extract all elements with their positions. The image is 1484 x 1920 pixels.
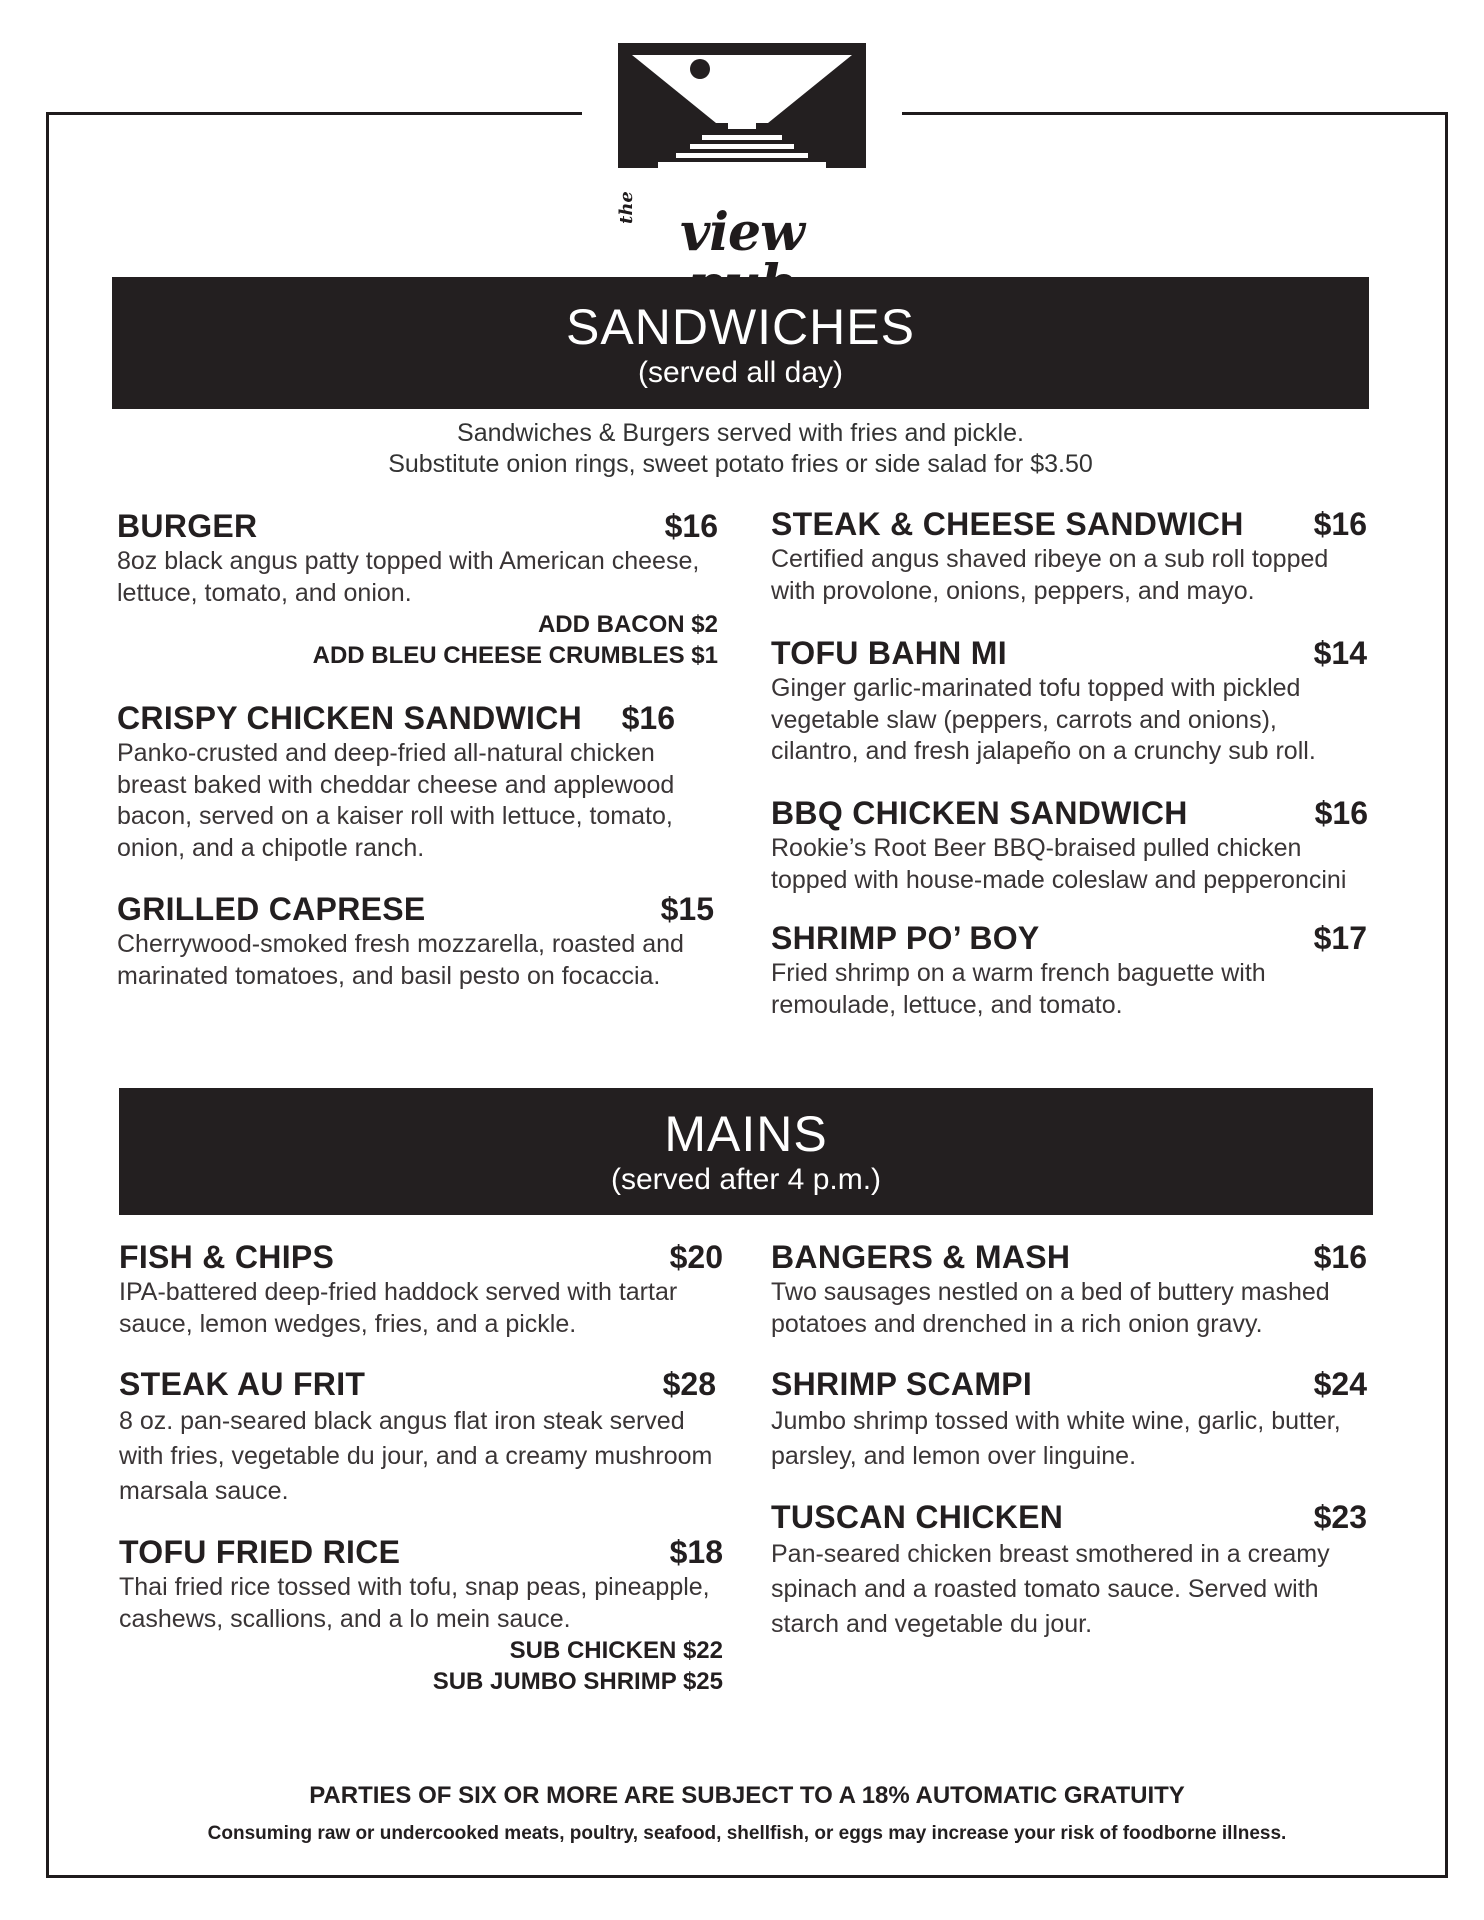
- section-title: SANDWICHES: [566, 299, 915, 355]
- item-price: $16: [1313, 1239, 1367, 1275]
- section-subtitle: (served after 4 p.m.): [610, 1163, 882, 1196]
- item-description: Fried shrimp on a warm french baguette with remoulade, lettuce, and tomato.: [771, 959, 1266, 1019]
- item-name: STEAK & CHEESE SANDWICH: [771, 506, 1244, 542]
- item-name: BBQ CHICKEN SANDWICH: [771, 795, 1188, 831]
- intro-line: Sandwiches & Burgers served with fries and pickle.: [457, 419, 1024, 447]
- item-name: TOFU FRIED RICE: [119, 1534, 401, 1570]
- item-price: $16: [1314, 795, 1368, 831]
- item-price: $15: [660, 891, 714, 927]
- item-price: $18: [669, 1534, 723, 1570]
- item-description: 8oz black angus patty topped with American cheese, lettuce, tomato, and onion.: [117, 547, 700, 607]
- item-price: $17: [1313, 920, 1367, 956]
- item-price: $16: [621, 700, 675, 736]
- item-addon: SUB JUMBO SHRIMP $25: [432, 1668, 723, 1695]
- item-addon: ADD BLEU CHEESE CRUMBLES $1: [312, 642, 718, 669]
- item-description: Thai fried rice tossed with tofu, snap peas, pineapple, cashews, scallions, and a lo mein sauce.: [119, 1573, 710, 1633]
- item-addon: ADD BACON $2: [537, 611, 718, 638]
- menu-item-fish-chips: [119, 1237, 723, 1340]
- intro-line: Substitute onion rings, sweet potato fries or side salad for $3.50: [388, 450, 1093, 478]
- item-price: $14: [1313, 635, 1367, 671]
- frame-border-right: [1445, 112, 1448, 1878]
- item-price: $16: [664, 508, 718, 544]
- menu-item-bbq-chicken: [771, 793, 1368, 896]
- frame-border-left: [46, 112, 49, 1878]
- logo-the-text: the: [616, 191, 637, 224]
- section-title: MAINS: [664, 1106, 828, 1162]
- menu-item-crispy-chicken: [117, 698, 675, 864]
- view-pub-logo: [616, 43, 866, 263]
- item-name: CRISPY CHICKEN SANDWICH: [117, 700, 583, 736]
- item-description: Rookie’s Root Beer BBQ-braised pulled chicken topped with house-made coleslaw and pepperoncini: [771, 834, 1347, 894]
- food-safety-warning: Consuming raw or undercooked meats, poultry, seafood, shellfish, or eggs may increase your risk of foodborne illness.: [207, 1823, 1287, 1844]
- gratuity-notice: PARTIES OF SIX OR MORE ARE SUBJECT TO A 18% AUTOMATIC GRATUITY: [309, 1782, 1185, 1809]
- menu-item-steak-cheese: [771, 504, 1367, 607]
- item-name: SHRIMP PO’ BOY: [771, 920, 1040, 956]
- item-addon: SUB CHICKEN $22: [509, 1637, 723, 1664]
- item-description: Panko-crusted and deep-fried all-natural chicken breast baked with cheddar cheese and applewood bacon, served on a kaiser roll with lettuce, tomato, onion, and a chipotle ranch.: [117, 739, 675, 862]
- item-name: STEAK AU FRIT: [119, 1366, 366, 1402]
- logo-wordmark: view: [680, 202, 804, 263]
- item-description: Two sausages nestled on a bed of buttery mashed potatoes and drenched in a rich onion gravy.: [771, 1278, 1330, 1338]
- menu-item-tuscan-chicken: [771, 1497, 1367, 1642]
- item-description: Ginger garlic-marinated tofu topped with pickled vegetable slaw (peppers, carrots and onions), cilantro, and fresh jalapeño on a crunchy sub roll.: [771, 674, 1316, 765]
- frame-border-top-left: [46, 112, 582, 115]
- item-price: $20: [669, 1239, 723, 1275]
- item-price: $16: [1313, 506, 1367, 542]
- item-name: BANGERS & MASH: [771, 1239, 1071, 1275]
- menu-item-shrimp-po-boy: [771, 918, 1367, 1021]
- menu-item-tofu-bahn-mi: [771, 633, 1367, 768]
- section-subtitle: (served all day): [637, 356, 844, 389]
- frame-border-bottom: [46, 1875, 1448, 1878]
- item-description: 8 oz. pan-seared black angus flat iron steak served with fries, vegetable du jour, and a creamy mushroom marsala sauce.: [119, 1407, 713, 1505]
- item-description: Pan-seared chicken breast smothered in a creamy spinach and a roasted tomato sauce. Served with starch and vegetable du jour.: [771, 1540, 1330, 1638]
- item-name: FISH & CHIPS: [119, 1239, 335, 1275]
- item-price: $24: [1313, 1366, 1367, 1402]
- menu-item-bangers-mash: [771, 1237, 1367, 1340]
- menu-item-tofu-fried-rice: [119, 1532, 723, 1697]
- item-price: $28: [662, 1366, 716, 1402]
- item-name: SHRIMP SCAMPI: [771, 1366, 1033, 1402]
- sandwiches-intro: [112, 418, 1369, 480]
- item-description: IPA-battered deep-fried haddock served with tartar sauce, lemon wedges, fries, and a pickle.: [119, 1278, 678, 1338]
- mains-banner: [119, 1088, 1373, 1215]
- frame-border-top-right: [902, 112, 1448, 115]
- item-price: $23: [1313, 1499, 1367, 1535]
- menu-item-grilled-caprese: [117, 889, 714, 992]
- item-description: Certified angus shaved ribeye on a sub roll topped with provolone, onions, peppers, and mayo.: [771, 545, 1329, 605]
- martini-glass-icon: [618, 43, 866, 168]
- item-name: GRILLED CAPRESE: [117, 891, 426, 927]
- item-description: Jumbo shrimp tossed with white wine, garlic, butter, parsley, and lemon over linguine.: [771, 1407, 1341, 1470]
- item-name: BURGER: [117, 508, 258, 544]
- item-name: TOFU BAHN MI: [771, 635, 1007, 671]
- sandwiches-banner: [112, 277, 1369, 409]
- item-name: TUSCAN CHICKEN: [771, 1499, 1064, 1535]
- menu-item-shrimp-scampi: [771, 1364, 1367, 1474]
- menu-item-steak-au-frit: [119, 1364, 716, 1509]
- item-description: Cherrywood-smoked fresh mozzarella, roasted and marinated tomatoes, and basil pesto on focaccia.: [117, 930, 684, 990]
- menu-item-burger: [117, 506, 718, 671]
